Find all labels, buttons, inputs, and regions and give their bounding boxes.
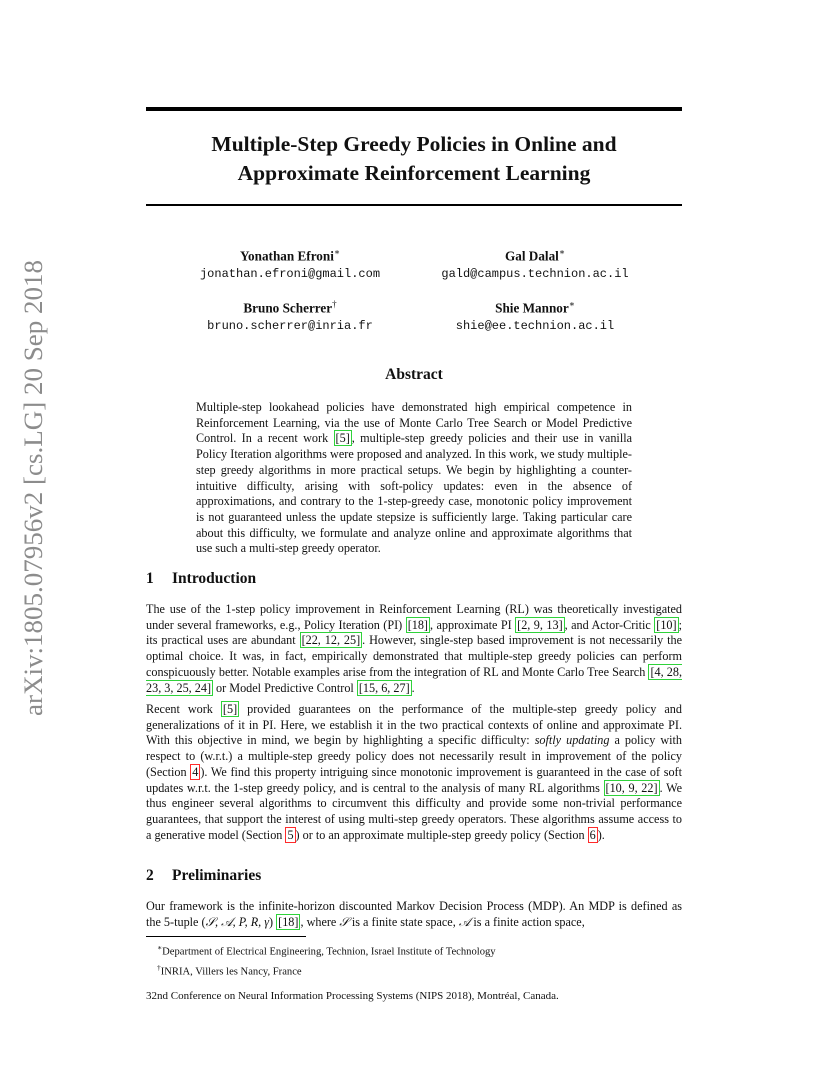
- author-email[interactable]: gald@campus.technion.ac.il: [441, 267, 629, 282]
- title-line: Multiple-Step Greedy Policies in Online and: [211, 132, 617, 156]
- section-ref-link[interactable]: 5: [287, 827, 294, 842]
- author-name: Yonathan Efroni∗: [239, 247, 341, 264]
- footnotes: [157, 940, 496, 979]
- author-email[interactable]: shie@ee.technion.ac.il: [455, 319, 615, 334]
- abstract-text: Multiple-step lookahead policies have demonstrated high empirical competence in Reinforcement Learning, via the use of Monte Carlo Tree Search or Model Predictive Control. In a recent work [5] , multiple-step greedy policies and their use in vanilla Policy Iteration algorithms were proposed and analyzed. In this work, we study multiple-step greedy algorithms in more practical setups. We begin by highlighting a counter-intuitive difficulty, arising with soft-policy updates: even in the absence of approximations, and contrary to the 1-step-greedy case, monotonic policy improvement is not guaranteed unless the update stepsize is sufficiently large. Taking particular care about this difficulty, we formulate and analyze online and approximate algorithms that use such a multi-step greedy operator.: [196, 400, 633, 556]
- title-bottom-rule: [146, 204, 682, 206]
- section-title: Preliminaries: [172, 867, 262, 884]
- citation-link[interactable]: [22, 12, 25]: [301, 633, 361, 648]
- author-block: [415, 244, 655, 282]
- citation-link[interactable]: [4, 28, 23, 3, 25, 24]: [146, 664, 683, 695]
- section-heading-introduction: [146, 570, 256, 588]
- citation-link[interactable]: [5]: [222, 702, 238, 716]
- author-email[interactable]: jonathan.efroni@gmail.com: [199, 267, 381, 282]
- venue-notice: 32nd Conference on Neural Information Processing Systems (NIPS 2018), Montréal, Canada.: [146, 990, 559, 1002]
- emphasis-text: softly updating: [534, 733, 610, 748]
- citation-link[interactable]: [5]: [335, 431, 350, 446]
- section-heading-preliminaries: [146, 867, 261, 885]
- math-inline: 𝒜: [458, 914, 471, 929]
- section-number: 2: [146, 867, 154, 884]
- citation-link[interactable]: [18]: [278, 914, 299, 929]
- author-name: Gal Dalal∗: [505, 247, 565, 264]
- footnote: ∗Department of Electrical Engineering, Technion, Israel Institute of Technology: [157, 943, 496, 958]
- citation-link[interactable]: [10, 9, 22]: [605, 780, 658, 795]
- footnote-rule: [146, 936, 306, 937]
- author-block: [170, 244, 410, 282]
- math-inline: 𝒮, 𝒜, P, R, γ: [205, 914, 270, 929]
- arxiv-identifier: [12, 258, 52, 718]
- section-number: 1: [146, 570, 154, 587]
- paper-title: [146, 130, 682, 188]
- title-top-rule: [146, 107, 682, 111]
- section-ref-link[interactable]: 4: [192, 764, 199, 779]
- author-block: [415, 296, 655, 334]
- math-inline: 𝒮: [339, 914, 349, 929]
- introduction-paragraph-1: The use of the 1-step policy improvement in Reinforcement Learning (RL) was theoretically investigated under several frameworks, e.g., Policy Iteration (PI) [18] , approximate PI [2, 9, 13] , and Actor-Critic [10] ; its practical uses are abundant [22, 12, 25] . However, single-step based improvement is not necessarily the optimal choice. It was, in fact, empirically demonstrated that multiple-step greedy policies can perform conspicuously better. Notable examples arise from the integration of RL and Monte Carlo Tree Search [4, 28, 23, 3, 25, 24] or Model Predictive Control [15, 6, 27] .: [146, 602, 683, 695]
- arxiv-identifier-text: arXiv:1805.07956v2 [cs.LG] 20 Sep 2018: [18, 268, 48, 716]
- author-name: Shie Mannor∗: [495, 299, 575, 316]
- introduction-paragraph-2: Recent work [5] provided guarantees on the performance of the multiple-step greedy policy and generalizations of it in PI. Here, we establish it in the two practical contexts of online and approximate PI. With this objective in mind, we begin by highlighting a specific difficulty: softly updating a policy with respect to (w.r.t.) a multiple-step greedy policy does not necessarily result in improvement of the policy (Section 4 ). We find this property intriguing since monotonic improvement is guaranteed in the case of soft updates w.r.t. the 1-step greedy policy, and is central to the analysis of many RL algorithms [10, 9, 22] . We thus engineer several algorithms to circumvent this difficulty and provide some non-trivial performance guarantees, that support the interest of using multi-step greedy operators. These algorithms assume access to a generative model (Section 5 ) or to an approximate multiple-step greedy policy (Section 6 ).: [146, 702, 683, 842]
- citation-link[interactable]: [15, 6, 27]: [358, 680, 410, 695]
- citation-link[interactable]: [2, 9, 13]: [517, 617, 563, 632]
- section-ref-link[interactable]: 6: [589, 827, 596, 842]
- section-title: Introduction: [172, 570, 257, 587]
- title-line: Approximate Reinforcement Learning: [237, 161, 591, 185]
- author-email[interactable]: bruno.scherrer@inria.fr: [207, 319, 373, 334]
- citation-link[interactable]: [10]: [656, 617, 677, 632]
- author-name: Bruno Scherrer†: [243, 299, 337, 316]
- footnote: †INRIA, Villers les Nancy, France: [157, 962, 302, 978]
- abstract-heading: Abstract: [385, 366, 443, 383]
- author-block: [170, 296, 410, 334]
- preliminaries-paragraph-1: Our framework is the infinite-horizon discounted Markov Decision Process (MDP). An MDP is defined as the 5-tuple (𝒮, 𝒜, P, R, γ) [18] , where 𝒮 is a finite state space, 𝒜 is a finite action space,: [146, 899, 682, 929]
- citation-link[interactable]: [18]: [407, 617, 428, 632]
